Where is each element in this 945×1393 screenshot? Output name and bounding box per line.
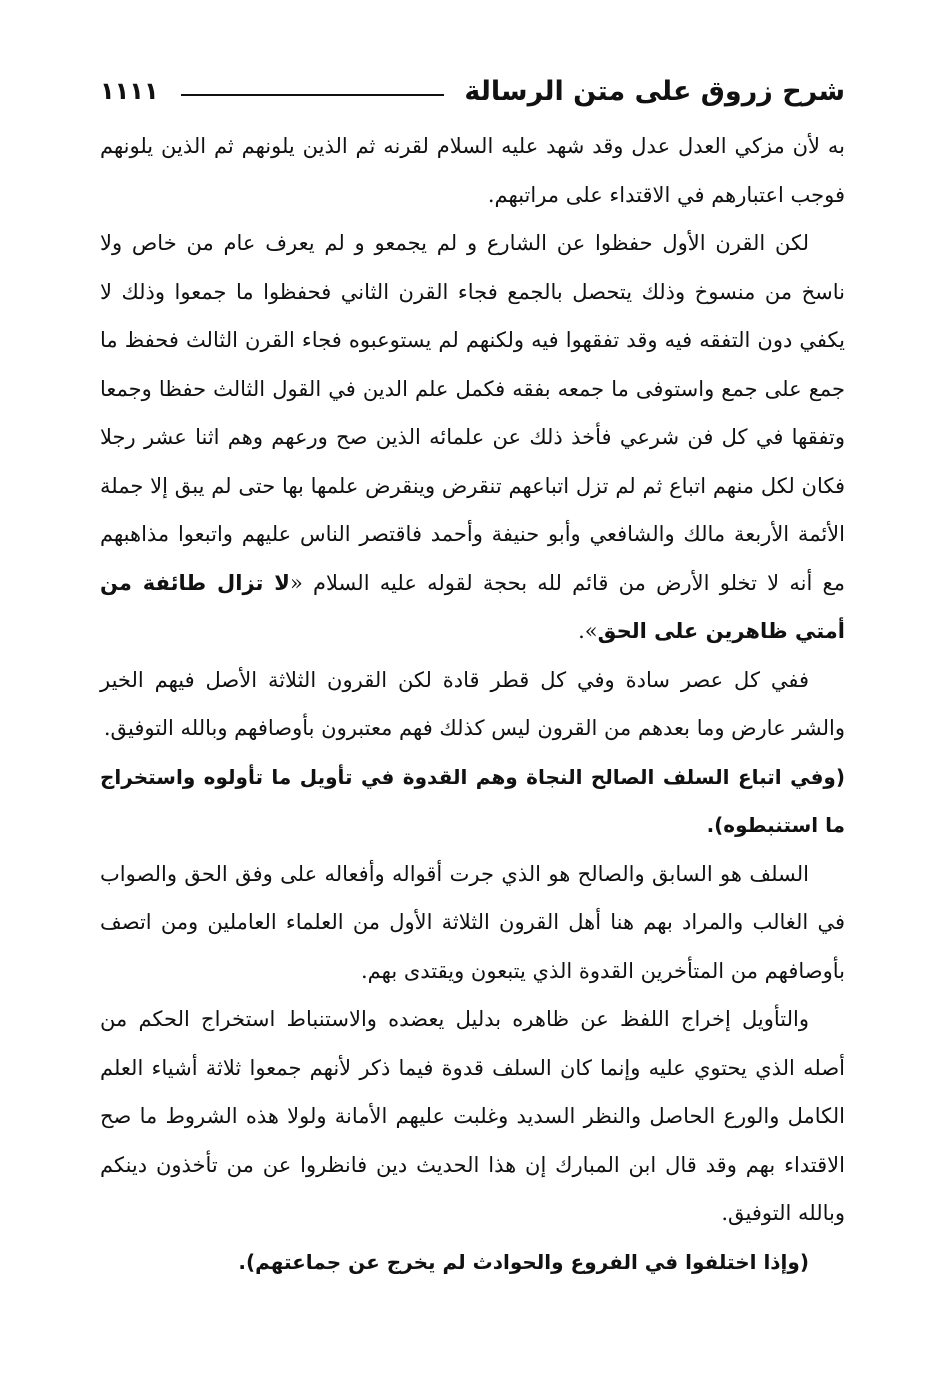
paragraph: والتأويل إخراج اللفظ عن ظاهره بدليل يعضده والاستنباط استخراج الحكم من أصله الذي يحتوي عليه وإنما كان السلف قدوة فيما ذكر لأنهم جمعوا ثلاثة أشياء العلم الكامل والورع الحاصل والنظر السديد وغلبت عليهم الأمانة ولولا هذه الشروط ما صح الاقتداء بهم وقد قال ابن المبارك إن هذا الحديث دين فانظروا عن من تأخذون دينكم وبالله التوفيق.	[100, 1007, 845, 1225]
paragraph	[100, 219, 845, 656]
paragraph-text: ».	[578, 619, 598, 643]
page-header	[100, 62, 845, 120]
book-title: شرح زروق على متن الرسالة	[464, 75, 845, 107]
hadith-quote: لا تزال طائفة من أمتي ظاهرين على الحق	[100, 570, 845, 643]
header-rule	[181, 94, 445, 96]
matn-heading: (وفي اتباع السلف الصالح النجاة وهم القدوة في تأويل ما تأولوه واستخراج ما استنبطوه).	[100, 764, 845, 837]
paragraph: ففي كل عصر سادة وفي كل قطر قادة لكن القرون الثلاثة الأصل فيهم الخير والشر عارض وما بعدهم من القرون ليس كذلك فهم معتبرون بأوصافهم وبالله التوفيق.	[100, 667, 845, 740]
paragraph: به لأن مزكي العدل عدل وقد شهد عليه السلام لقرنه ثم الذين يلونهم ثم الذين يلونهم فوجب اعتبارهم في الاقتداء على مراتبهم.	[100, 134, 845, 207]
paragraph-text: لكن القرن الأول حفظوا عن الشارع و لم يجمعو و لم يعرف عام من خاص ولا ناسخ من منسوخ وذلك يتحصل بالجمع فجاء القرن الثاني فحفظوا ما جمعوا وذلك لا يكفي دون التفقه فيه وقد تفقهوا فيه ولكنهم لم يستوعبوه فجاء القرن الثالث فحفظ ما جمع على جمع واستوفى ما جمعه بفقه فكمل علم الدين في القول الثالث حفظا وجمعا وتفقها في كل فن شرعي فأخذ ذلك عن علمائه الذين صح ورعهم وهم اثنا عشر رجلا فكان لكل منهم اتباع ثم لم تزل اتباعهم تنقرض وينقرض علمها بها حتى لم يبق إلا جملة الأئمة الأربعة مالك والشافعي وأبو حنيفة وأحمد فاقتصر الناس عليهم واتبعوا مذاهبهم مع أنه لا تخلو الأرض من قائم لله بحجة لقوله عليه السلام «	[100, 231, 845, 595]
page-number: ١١١١	[100, 77, 159, 105]
paragraph: السلف هو السابق والصالح هو الذي جرت أقواله وأفعاله على وفق الحق والصواب في الغالب والمراد بهم هنا أهل القرون الثلاثة الأول من العلماء العاملين ومن اتصف بأوصافهم من المتأخرين القدوة الذي يتبعون ويقتدى بهم.	[100, 861, 845, 983]
matn-heading: (وإذا اختلفوا في الفروع والحوادث لم يخرج عن جماعتهم).	[238, 1249, 809, 1274]
document-page	[100, 62, 845, 1362]
body-text	[100, 122, 845, 1286]
